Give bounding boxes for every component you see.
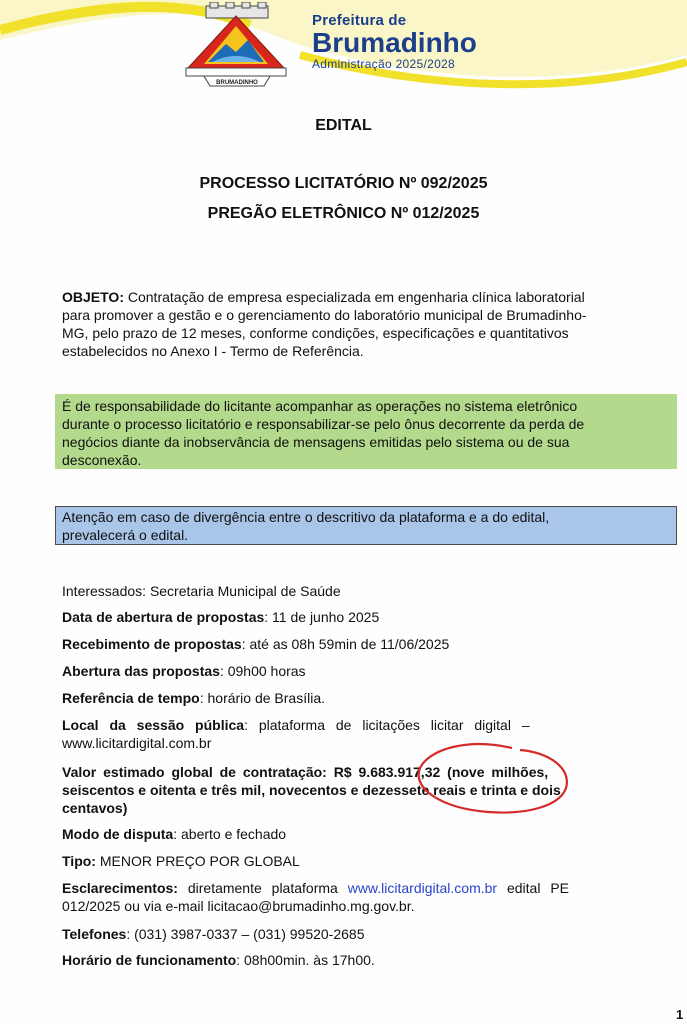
data-abertura-line <box>62 608 674 626</box>
tipo-value: MENOR PREÇO POR GLOBAL <box>95 853 300 869</box>
recebimento-line <box>62 635 674 653</box>
local-sessao-label: Local da sessão pública <box>62 717 245 733</box>
doc-title: EDITAL <box>315 117 372 134</box>
brand-administration: Administração 2025/2028 <box>312 57 455 71</box>
abertura-propostas-label: Abertura das propostas <box>62 663 220 679</box>
valor-line: centavos) <box>62 800 128 816</box>
recebimento-value: : até as 08h 59min de 11/06/2025 <box>241 636 450 652</box>
objeto-paragraph <box>62 288 674 360</box>
esclarecimentos-label: Esclarecimentos: <box>62 880 178 896</box>
modo-disputa-label: Modo de disputa <box>62 826 174 842</box>
local-sessao-block <box>62 716 674 752</box>
esclarecimentos-tail: edital PE <box>497 880 570 896</box>
valor-line: seiscentos e oitenta e três mil, novecentos e dezessete reais e trinta e dois <box>62 782 561 798</box>
valor-line: Valor estimado global de contratação: R$ 9.683.917,32 (nove milhões, <box>62 764 549 780</box>
divergence-notice <box>62 508 674 544</box>
tipo-line <box>62 852 674 870</box>
page-header <box>0 0 687 95</box>
brand-prefix: Prefeitura de <box>312 12 407 29</box>
recebimento-label: Recebimento de propostas <box>62 636 242 652</box>
telefones-line <box>62 925 674 943</box>
modo-disputa-line <box>62 825 674 843</box>
modo-disputa-value: : aberto e fechado <box>173 826 287 842</box>
abertura-propostas-line <box>62 662 674 680</box>
brand-city: Brumadinho <box>312 27 477 58</box>
objeto-line: MG, pelo prazo de 12 meses, conforme condições, especificações e quantitativos <box>62 325 569 341</box>
notice-line: negócios diante da inobservância de mensagens emitidas pelo sistema ou de sua <box>62 434 570 450</box>
local-sessao-url: www.licitardigital.com.br <box>62 735 212 751</box>
logo-ribbon-text: BRUMADINHO <box>216 80 258 86</box>
objeto-label: OBJETO: <box>62 289 124 305</box>
notice-line: Atenção em caso de divergência entre o descritivo da plataforma e a do edital, <box>62 509 550 525</box>
horario-value: : 08h00min. às 17h00. <box>236 952 375 968</box>
horario-line <box>62 951 674 969</box>
objeto-line: Contratação de empresa especializada em engenharia clínica laboratorial <box>123 289 585 305</box>
data-abertura-label: Data de abertura de propostas <box>62 609 265 625</box>
processo-title: PROCESSO LICITATÓRIO Nº 092/2025 <box>199 175 488 192</box>
referencia-tempo-line <box>62 689 674 707</box>
telefones-value: : (031) 3987-0337 – (031) 99520-2685 <box>126 926 365 942</box>
notice-line: prevalecerá o edital. <box>62 527 189 543</box>
referencia-tempo-value: : horário de Brasília. <box>199 690 326 706</box>
brumadinho-coat-of-arms-icon <box>178 2 298 87</box>
notice-line: desconexão. <box>62 452 142 468</box>
esclarecimentos-block <box>62 879 674 915</box>
page-number: 1 <box>676 1007 684 1022</box>
responsibility-notice <box>62 397 674 469</box>
licitardigital-link[interactable]: www.licitardigital.com.br <box>347 880 498 896</box>
notice-line: durante o processo licitatório e responsabilizar-se pelo ônus decorrente da perda de <box>62 416 585 432</box>
data-abertura-value: : 11 de junho 2025 <box>264 609 380 625</box>
esclarecimentos-email-line: 012/2025 ou via e-mail licitacao@brumadinho.mg.gov.br. <box>62 898 415 914</box>
local-sessao-value: : plataforma de licitações licitar digital – <box>244 717 530 733</box>
objeto-line: para promover a gestão e o gerenciamento do laboratório municipal de Brumadinho- <box>62 307 587 323</box>
tipo-label: Tipo: <box>62 853 96 869</box>
esclarecimentos-value: diretamente plataforma <box>177 880 348 896</box>
abertura-propostas-value: : 09h00 horas <box>219 663 306 679</box>
objeto-line: estabelecidos no Anexo I - Termo de Referência. <box>62 343 364 359</box>
interessados-line: Interessados: Secretaria Municipal de Saúde <box>62 583 341 599</box>
referencia-tempo-label: Referência de tempo <box>62 690 200 706</box>
horario-label: Horário de funcionamento <box>62 952 237 968</box>
telefones-label: Telefones <box>62 926 127 942</box>
brand-block <box>312 12 477 71</box>
notice-line: É de responsabilidade do licitante acompanhar as operações no sistema eletrônico <box>62 398 578 414</box>
valor-estimado-block <box>62 763 674 817</box>
pregao-title: PREGÃO ELETRÔNICO Nº 012/2025 <box>207 205 480 222</box>
